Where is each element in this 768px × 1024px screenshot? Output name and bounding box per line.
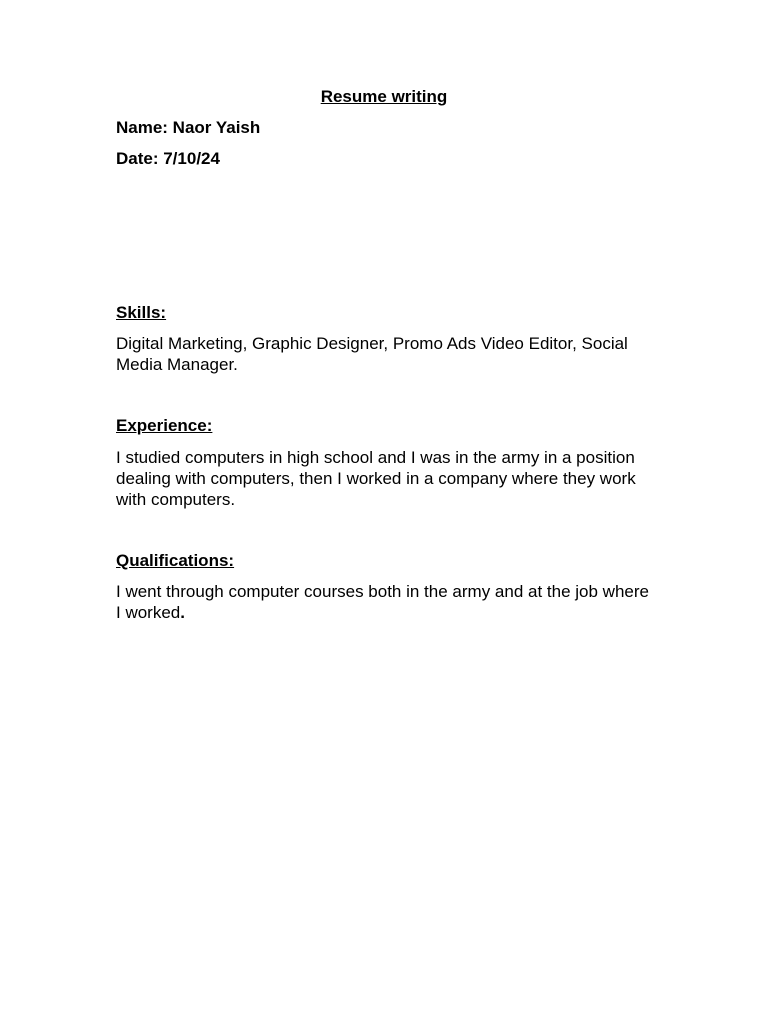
qualifications-end-mark: .: [180, 603, 185, 622]
qualifications-text: I went through computer courses both in the army and at the job where I worked: [116, 582, 649, 622]
qualifications-heading: Qualifications:: [116, 551, 235, 570]
experience-heading: Experience:: [116, 416, 213, 435]
skills-text: Digital Marketing, Graphic Designer, Promo Ads Video Editor, Social Media Manager.: [116, 334, 628, 374]
skills-heading: Skills:: [116, 303, 167, 322]
name-line: Name: Naor Yaish: [116, 118, 261, 137]
qualifications-paragraph: [116, 581, 652, 623]
document-title: Resume writing: [320, 87, 448, 106]
experience-text: I studied computers in high school and I was in the army in a position dealing with computers, then I worked in a company where they work with computers.: [116, 448, 636, 509]
date-line: Date: 7/10/24: [116, 149, 220, 168]
